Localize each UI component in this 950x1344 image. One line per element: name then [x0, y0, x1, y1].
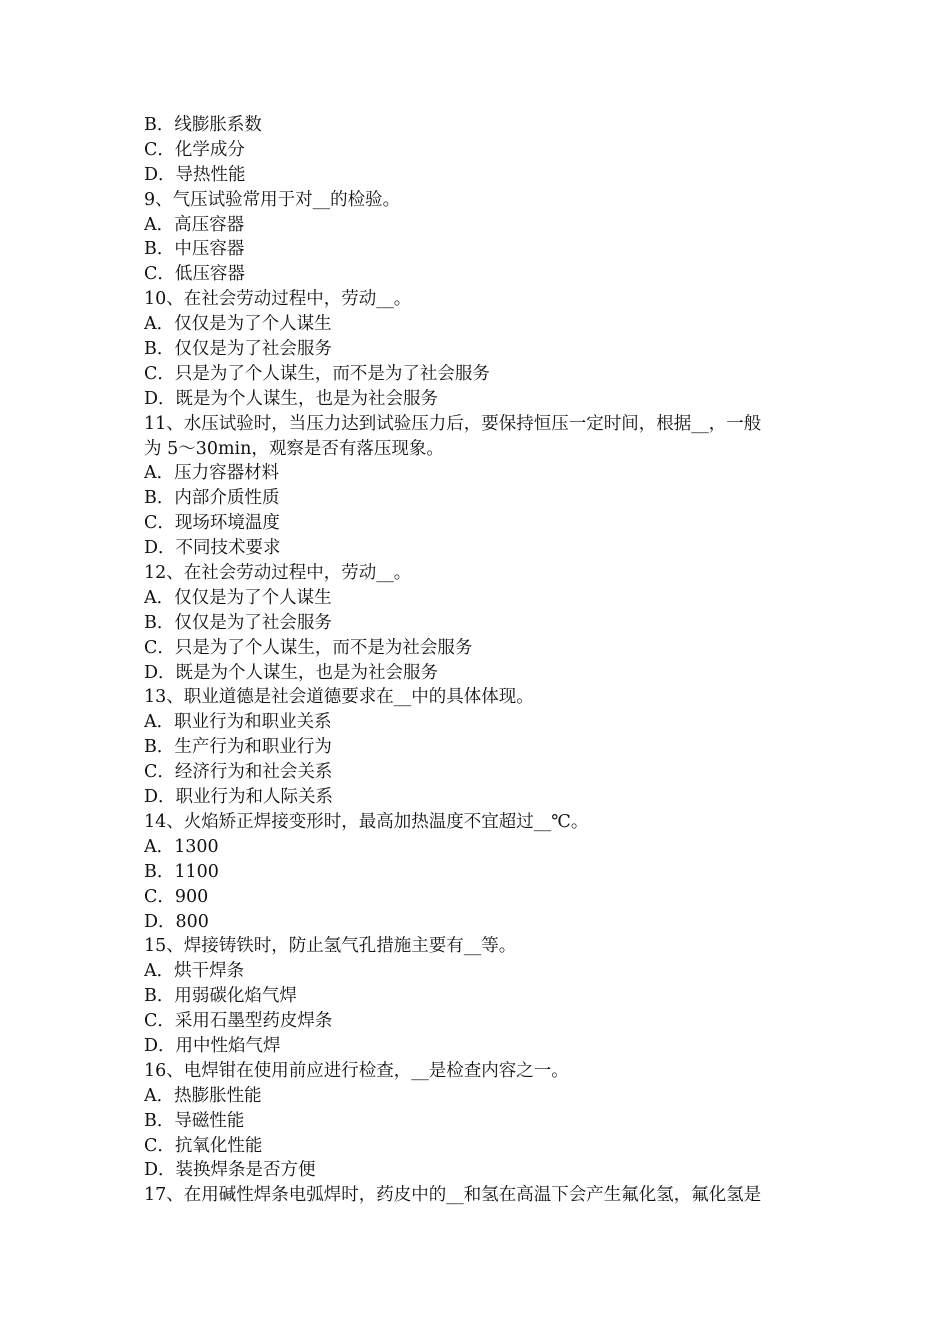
- text-line: A．压力容器材料: [144, 463, 280, 484]
- text-line: C．只是为了个人谋生，而不是为了社会服务: [144, 363, 490, 384]
- text-line: 11、水压试验时，当压力达到试验压力后，要保持恒压一定时间，根据__，一般: [144, 413, 762, 434]
- text-line: D．既是为个人谋生，也是为社会服务: [144, 388, 439, 409]
- text-line: 17、在用碱性焊条电弧焊时，药皮中的__和氢在高温下会产生氟化氢，氟化氢是: [144, 1185, 762, 1206]
- text-line: 12、在社会劳动过程中，劳动__。: [144, 563, 412, 584]
- text-line: C．900: [144, 886, 209, 907]
- text-line: 10、在社会劳动过程中，劳动__。: [144, 289, 412, 310]
- text-line: B．生产行为和职业行为: [144, 737, 332, 758]
- text-line: A．热膨胀性能: [144, 1085, 262, 1106]
- text-line: B．线膨胀系数: [144, 115, 262, 135]
- text-line: C．现场环境温度: [144, 513, 280, 534]
- text-line: 13、职业道德是社会道德要求在__中的具体体现。: [144, 687, 534, 708]
- text-line: A．高压容器: [144, 214, 245, 235]
- text-line: C．只是为了个人谋生，而不是为社会服务: [144, 637, 473, 658]
- text-line: D．不同技术要求: [144, 538, 281, 559]
- text-line: A．仅仅是为了个人谋生: [144, 587, 332, 608]
- text-line: B．仅仅是为了社会服务: [144, 612, 332, 633]
- text-line: B．1100: [144, 861, 219, 882]
- text-line: D．用中性焰气焊: [144, 1035, 281, 1056]
- text-line: A．职业行为和职业关系: [144, 712, 332, 733]
- text-line: D．800: [144, 911, 209, 932]
- text-line: A．1300: [144, 836, 219, 857]
- text-line: A．烘干焊条: [144, 961, 245, 982]
- text-line: D．装换焊条是否方便: [144, 1160, 316, 1181]
- document-text: [144, 113, 814, 1208]
- text-line: B．内部介质性质: [144, 488, 280, 509]
- text-line: 9、气压试验常用于对__的检验。: [144, 189, 401, 210]
- text-line: B．用弱碳化焰气焊: [144, 986, 297, 1007]
- text-line: C．化学成分: [144, 139, 245, 160]
- text-line: C．抗氧化性能: [144, 1135, 263, 1156]
- text-line: C．经济行为和社会关系: [144, 762, 333, 783]
- text-line: 16、电焊钳在使用前应进行检查，__是检查内容之一。: [144, 1060, 569, 1081]
- text-line: B．仅仅是为了社会服务: [144, 339, 332, 360]
- text-line: C．低压容器: [144, 264, 245, 285]
- text-line: 为 5～30min，观察是否有落压现象。: [144, 438, 444, 459]
- text-line: D．职业行为和人际关系: [144, 787, 334, 808]
- text-line: A．仅仅是为了个人谋生: [144, 314, 332, 335]
- text-line: B．导磁性能: [144, 1110, 245, 1131]
- text-line: 15、焊接铸铁时，防止氢气孔措施主要有__等。: [144, 936, 517, 957]
- text-line: D．既是为个人谋生，也是为社会服务: [144, 662, 439, 683]
- text-line: C．采用石墨型药皮焊条: [144, 1011, 333, 1032]
- text-line: 14、火焰矫正焊接变形时，最高加热温度不宜超过__℃。: [144, 811, 589, 832]
- text-line: D．导热性能: [144, 164, 246, 185]
- text-line: B．中压容器: [144, 239, 245, 260]
